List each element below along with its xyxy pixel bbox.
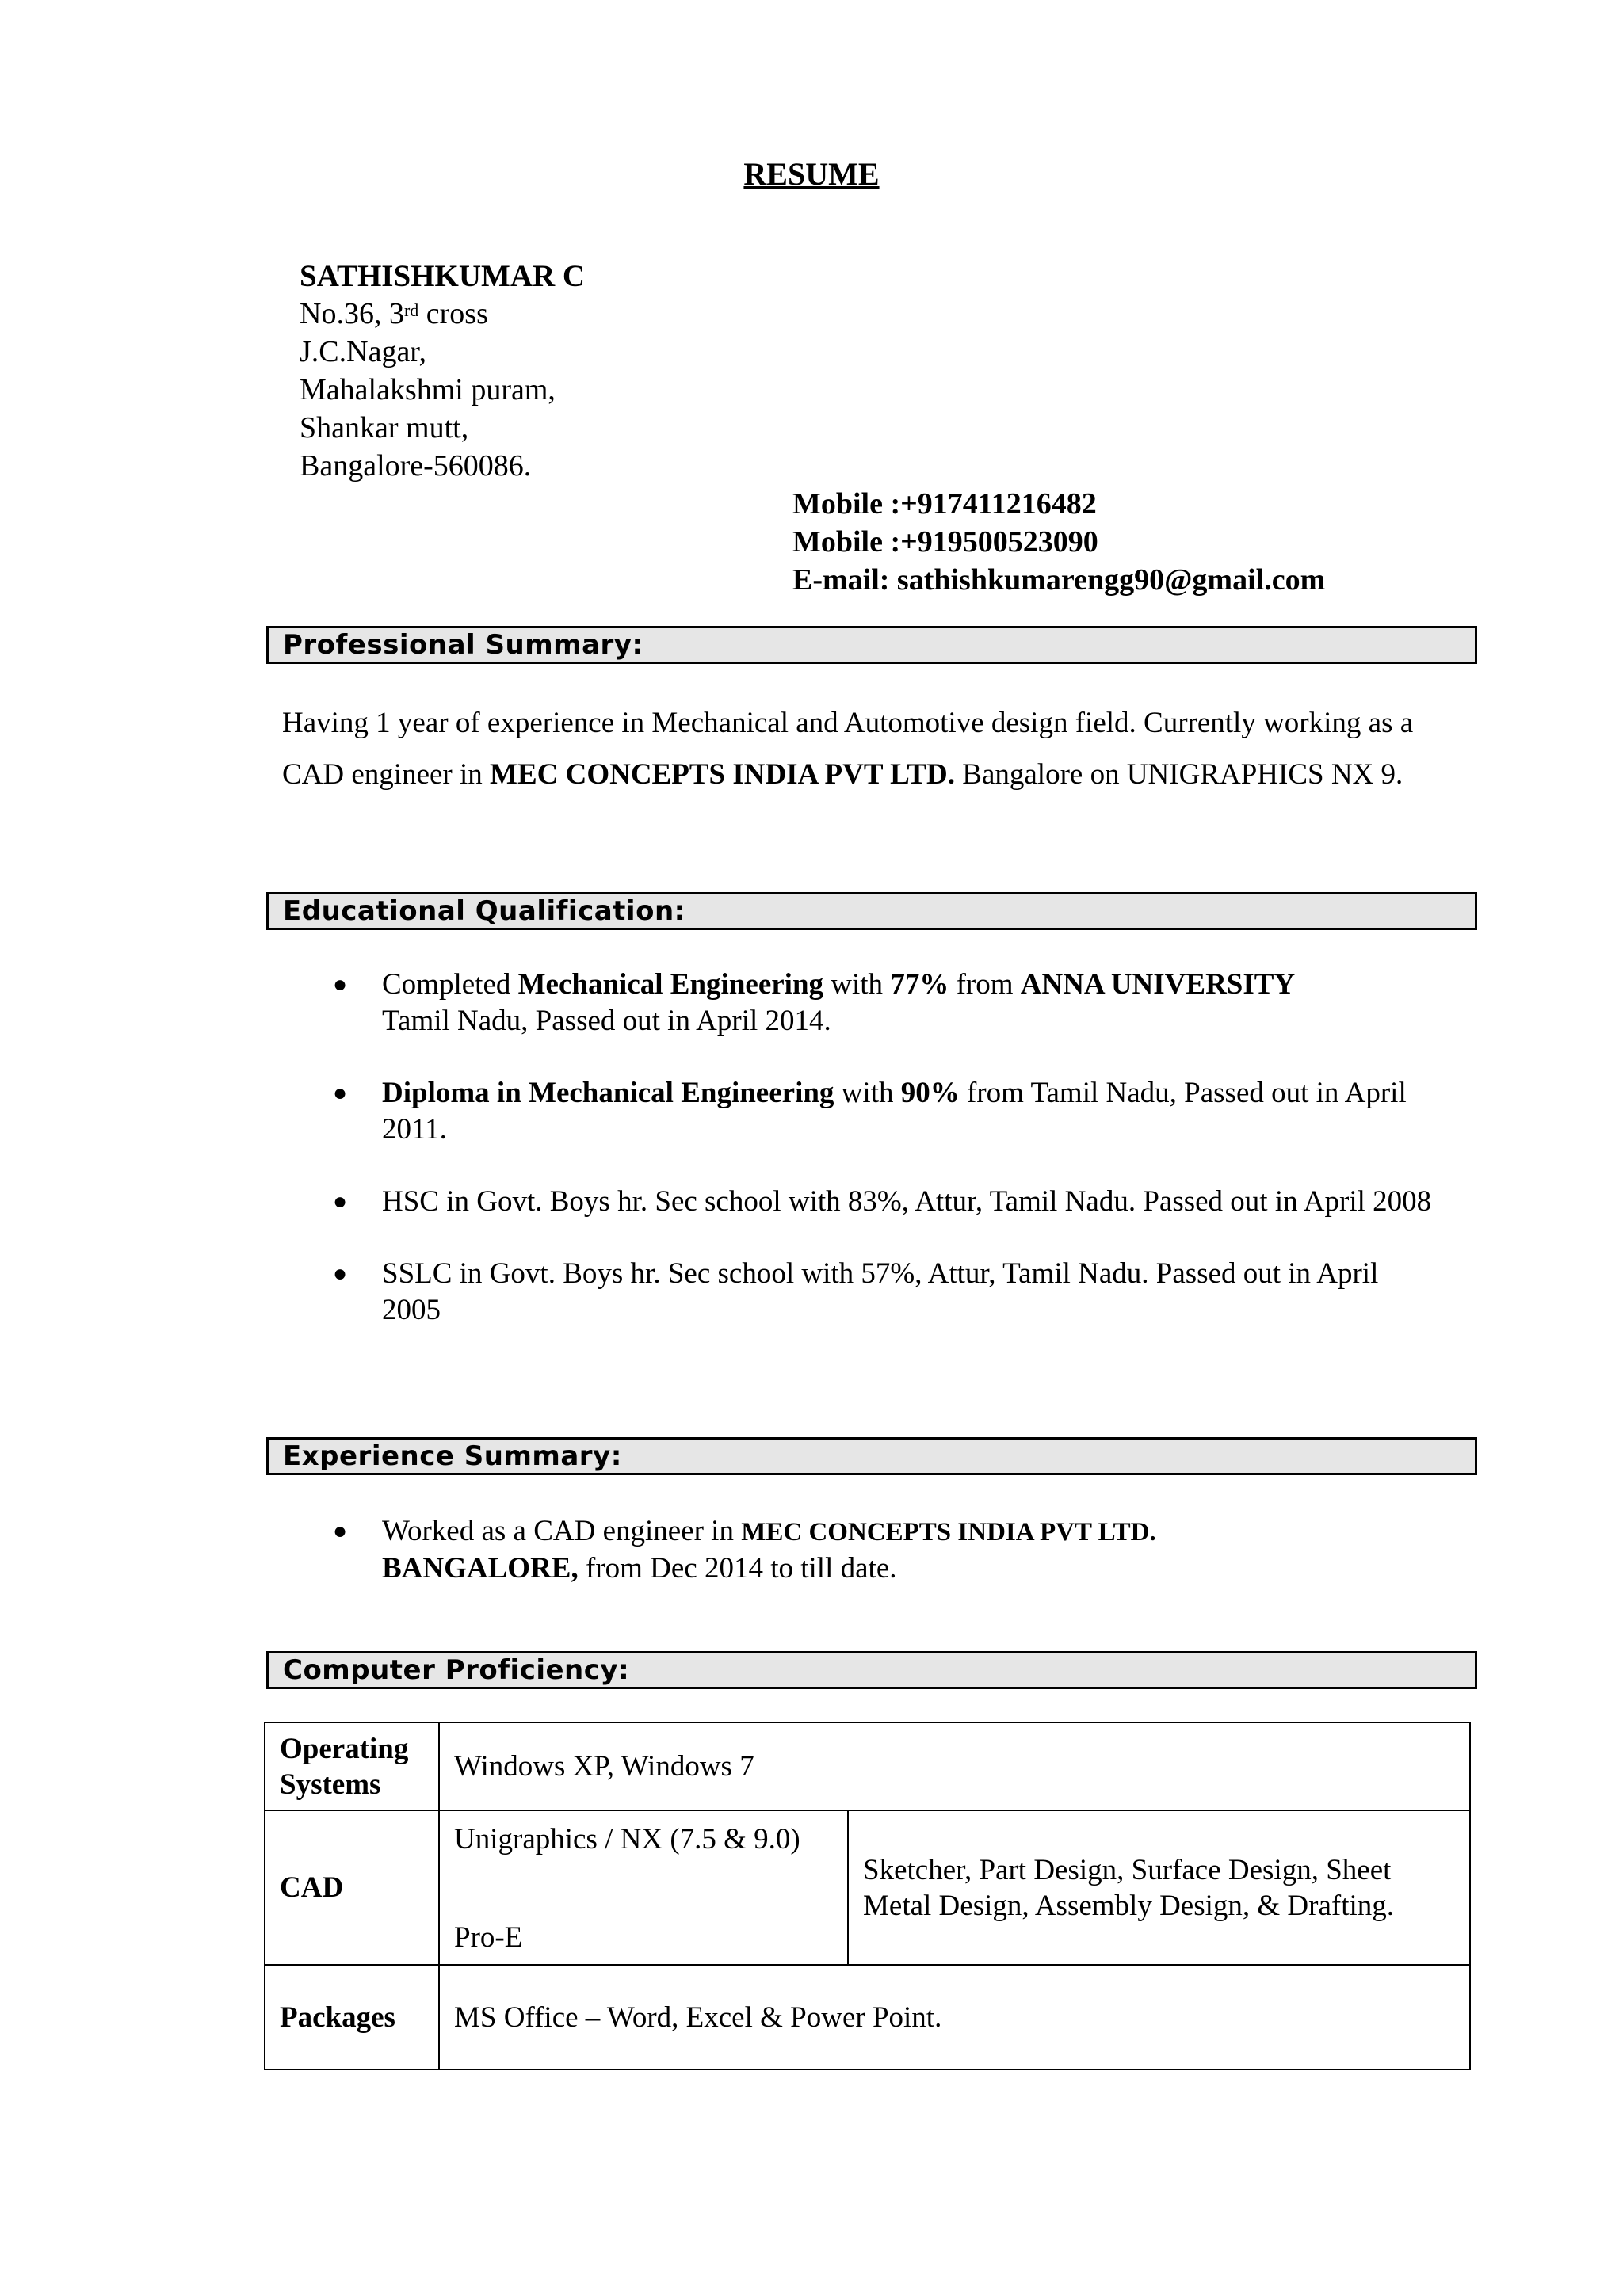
section-experience-summary: Experience Summary: (266, 1437, 1477, 1475)
section-computer-proficiency: Computer Proficiency: (266, 1651, 1477, 1689)
candidate-name: SATHISHKUMAR C (300, 259, 586, 293)
bullet-icon: ● (333, 971, 348, 997)
bullet-icon: ● (333, 1261, 348, 1287)
email: E-mail: sathishkumarengg90@gmail.com (792, 563, 1326, 597)
cad-modules: Sketcher, Part Design, Surface Design, Sheet Metal Design, Assembly Design, & Drafting. (848, 1810, 1470, 1965)
table-row (265, 1810, 1470, 1965)
list-item: ● Completed Mechanical Engineering with 77% from ANNA UNIVERSITY Tamil Nadu, Passed out in April 2014. (333, 968, 1296, 1037)
address-block (300, 295, 556, 485)
table-row (265, 1722, 1470, 1810)
cad-label: CAD (265, 1810, 439, 1965)
bullet-icon: ● (333, 1188, 348, 1215)
contact-block (792, 485, 1325, 599)
address-line-1: No.36, 3rd cross (300, 297, 488, 330)
mobile-1: Mobile :+917411216482 (792, 487, 1097, 521)
list-item: ● Worked as a CAD engineer in MEC CONCEPTS INDIA PVT LTD. BANGALORE, from Dec 2014 to till date. (333, 1515, 1156, 1585)
table-row (265, 1965, 1470, 2069)
mobile-2: Mobile :+919500523090 (792, 525, 1098, 559)
bullet-icon: ● (333, 1518, 348, 1544)
os-value: Windows XP, Windows 7 (439, 1722, 1470, 1810)
address-line-4: Shankar mutt, (300, 411, 469, 444)
list-item: ● SSLC in Govt. Boys hr. Sec school with 57%, Attur, Tamil Nadu. Passed out in April 2005 (333, 1257, 1379, 1326)
education-list (333, 967, 1442, 1364)
section-professional-summary: Professional Summary: (266, 626, 1477, 664)
professional-summary-text: Having 1 year of experience in Mechanical and Automotive design field. Currently working as a CAD engineer in MEC CONCEPTS INDIA PVT LTD. Bangalore on UNIGRAPHICS NX 9. (282, 707, 1414, 791)
address-line-2: J.C.Nagar, (300, 335, 426, 368)
packages-value: MS Office – Word, Excel & Power Point. (439, 1965, 1470, 2069)
experience-list (333, 1513, 1442, 1587)
list-item: ● Diploma in Mechanical Engineering with 90% from Tamil Nadu, Passed out in April 2011. (333, 1077, 1407, 1146)
bullet-icon: ● (333, 1080, 348, 1106)
cad-tools (439, 1810, 848, 1965)
list-item: ● HSC in Govt. Boys hr. Sec school with 83%, Attur, Tamil Nadu. Passed out in April 2008 (333, 1184, 1442, 1220)
address-line-5: Bangalore-560086. (300, 449, 532, 482)
cad-tool-1: Unigraphics / NX (7.5 & 9.0) (454, 1823, 800, 1855)
resume-title: RESUME (743, 156, 880, 192)
os-label: Operating Systems (265, 1722, 439, 1810)
packages-label: Packages (265, 1965, 439, 2069)
cad-tool-2: Pro-E (454, 1921, 523, 1954)
skills-table (264, 1722, 1471, 2070)
address-line-3: Mahalakshmi puram, (300, 373, 556, 406)
section-educational-qualification: Educational Qualification: (266, 892, 1477, 930)
